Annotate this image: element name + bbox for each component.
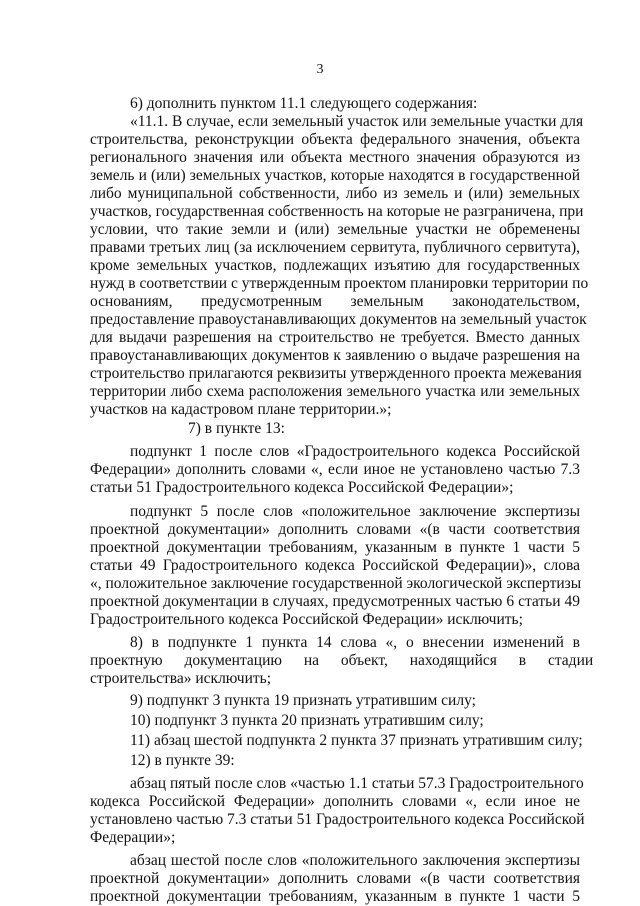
text-line: подпункт 5 после слов «положительное заключение экспертизы bbox=[130, 503, 580, 520]
text-line: проектной документации в случаях, предусмотренных частью 6 статьи 49 bbox=[90, 593, 580, 610]
text-line: абзац пятый после слов «частью 1.1 статьи 57.3 Градостроительного bbox=[130, 775, 584, 792]
text-line: 10) подпункт 3 пункта 20 признать утратившим силу; bbox=[130, 712, 484, 729]
text-line: регионального значения или объекта местного значения образуются из bbox=[90, 149, 580, 166]
text-line: 6) дополнить пунктом 11.1 следующего содержания: bbox=[130, 95, 478, 112]
text-line: правоустанавливающих документов к заявлению о выдаче разрешения на bbox=[90, 347, 580, 364]
text-line: 11) абзац шестой подпункта 2 пункта 37 признать утратившим силу; bbox=[130, 732, 583, 749]
text-line: нужд в соответствии с утвержденным проектом планировки территории по bbox=[90, 275, 589, 292]
text-line: строительство прилагаются реквизиты утвержденного проекта межевания bbox=[90, 365, 582, 382]
text-line: строительства» исключить; bbox=[90, 670, 272, 687]
text-line: для выдачи разрешения на строительство не требуется. Вместо данных bbox=[90, 329, 580, 346]
text-line: строительства, реконструкции объекта федерального значения, объекта bbox=[90, 131, 580, 148]
text-line: правами третьих лиц (за исключением сервитута, публичного сервитута), bbox=[90, 239, 580, 256]
text-line: 8) в подпункте 1 пункта 14 слова «, о внесении изменений в bbox=[130, 634, 580, 651]
text-line: проектной документации» дополнить словами «(в части соответствия bbox=[90, 521, 580, 538]
text-line: либо муниципальной собственности, либо из земель и (или) земельных bbox=[90, 185, 580, 202]
text-line: 7) в пункте 13: bbox=[188, 420, 285, 437]
text-line: 9) подпункт 3 пункта 19 признать утратившим силу; bbox=[130, 692, 476, 709]
text-line: проектной документации требованиям, указанным в пункте 1 части 5 bbox=[90, 888, 580, 905]
text-line: участков, государственная собственность на которые не разграничена, при bbox=[90, 203, 584, 220]
page-number: 3 bbox=[316, 62, 324, 77]
text-line: Федерации» дополнить словами «, если иное не установлено частью 7.3 bbox=[90, 461, 580, 478]
text-line: «11.1. В случае, если земельный участок или земельные участки для bbox=[130, 113, 584, 130]
text-line: кодекса Российской Федерации» дополнить словами «, если иное не bbox=[90, 793, 580, 810]
text-line: основаниям, предусмотренным земельным законодательством, bbox=[90, 293, 580, 310]
text-line: «, положительное заключение государственной экологической экспертизы bbox=[90, 575, 582, 592]
text-line: статьи 51 Градостроительного кодекса Российской Федерации»; bbox=[90, 479, 514, 496]
text-line: Градостроительного кодекса Российской Федерации» исключить; bbox=[90, 611, 523, 628]
text-line: кроме земельных участков, подлежащих изъятию для государственных bbox=[90, 257, 580, 274]
text-line: проектной документации» дополнить словами «(в части соответствия bbox=[90, 870, 580, 887]
text-line: проектную документацию на объект, находящийся в стадии bbox=[90, 652, 594, 669]
text-line: участков на кадастровом плане территории.»; bbox=[90, 401, 392, 418]
text-line: статьи 49 Градостроительного кодекса Российской Федерации)», слова bbox=[90, 557, 580, 574]
text-line: проектной документации требованиям, указанным в пункте 1 части 5 bbox=[90, 539, 580, 556]
text-line: абзац шестой после слов «положительного заключения экспертизы bbox=[130, 852, 580, 869]
text-line: территории либо схема расположения земельного участка или земельных bbox=[90, 383, 580, 400]
text-line: установлено частью 7.3 статьи 51 Градостроительного кодекса Российской bbox=[90, 811, 585, 828]
text-line: земель и (или) земельных участков, которые находятся в государственной bbox=[90, 167, 580, 184]
text-line: условии, что такие земли и (или) земельные участки не обременены bbox=[90, 221, 580, 238]
text-line: предоставление правоустанавливающих документов на земельный участок bbox=[90, 311, 587, 328]
text-line: 12) в пункте 39: bbox=[130, 752, 235, 769]
text-line: Федерации»; bbox=[90, 829, 176, 846]
text-line: подпункт 1 после слов «Градостроительного кодекса Российской bbox=[130, 443, 580, 460]
